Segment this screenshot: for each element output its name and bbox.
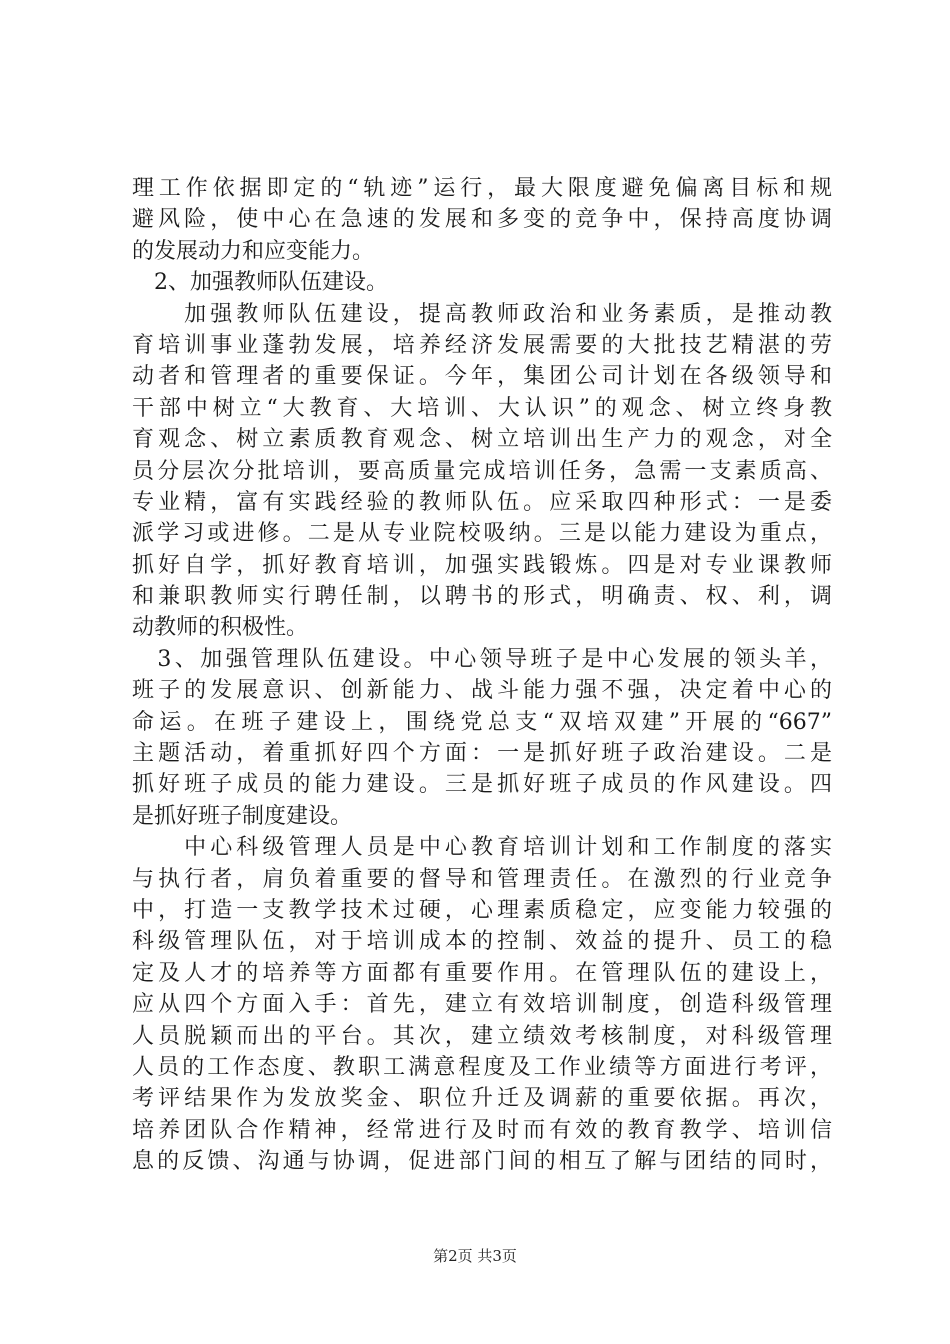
text-line: 专业精，富有实践经验的教师队伍。应采取四种形式：一是委 <box>132 489 832 515</box>
text-line: 3、加强管理队伍建设。中心领导班子是中心发展的领头羊， <box>132 646 832 672</box>
text-line: 班子的发展意识、创新能力、战斗能力强不强，决定着中心的 <box>132 678 832 704</box>
text-line: 中，打造一支教学技术过硬，心理素质稳定，应变能力较强的 <box>132 897 832 923</box>
text-line: 动教师的积极性。 <box>132 615 309 641</box>
text-line: 科级管理队伍，对于培训成本的控制、效益的提升、员工的稳 <box>132 929 832 955</box>
text-line: 人员脱颖而出的平台。其次，建立绩效考核制度，对科级管理 <box>132 1023 832 1049</box>
text-line: 与执行者，肩负着重要的督导和管理责任。在激烈的行业竞争 <box>132 866 832 892</box>
text-line: 培养团队合作精神，经常进行及时而有效的教育教学、培训信 <box>132 1117 832 1143</box>
text-line: 人员的工作态度、教职工满意程度及工作业绩等方面进行考评， <box>132 1054 832 1080</box>
text-line: 应从四个方面入手：首先，建立有效培训制度，创造科级管理 <box>132 992 832 1018</box>
text-line: 中心科级管理人员是中心教育培训计划和工作制度的落实 <box>132 835 832 861</box>
text-line: 主题活动，着重抓好四个方面：一是抓好班子政治建设。二是 <box>132 741 832 767</box>
text-line: 育观念、树立素质教育观念、树立培训出生产力的观念，对全 <box>132 427 832 453</box>
text-line: 派学习或进修。二是从专业院校吸纳。三是以能力建设为重点， <box>132 521 832 547</box>
text-line: 命运。在班子建设上，围绕党总支“双培双建”开展的“667” <box>132 709 832 735</box>
document-body <box>132 173 832 1178</box>
text-line: 和兼职教师实行聘任制，以聘书的形式，明确责、权、利，调 <box>132 584 832 610</box>
text-line: 员分层次分批培训，要高质量完成培训任务，急需一支素质高、 <box>132 458 832 484</box>
text-line: 理工作依据即定的“轨迹”运行，最大限度避免偏离目标和规 <box>132 176 832 201</box>
text-line: 定及人才的培养等方面都有重要作用。在管理队伍的建设上， <box>132 960 832 986</box>
text-line: 抓好自学，抓好教育培训，加强实践锻炼。四是对专业课教师 <box>132 552 832 578</box>
text-line: 2、加强教师队伍建设。 <box>132 270 388 296</box>
text-line: 是抓好班子制度建设。 <box>132 803 353 829</box>
page-footer: 第2页 共3页 <box>433 1247 517 1265</box>
text-line: 加强教师队伍建设，提高教师政治和业务素质，是推动教 <box>132 301 832 327</box>
text-line: 育培训事业蓬勃发展，培养经济发展需要的大批技艺精湛的劳 <box>132 332 832 358</box>
text-line: 动者和管理者的重要保证。今年，集团公司计划在各级领导和 <box>132 364 832 390</box>
text-line: 考评结果作为发放奖金、职位升迁及调薪的重要依据。再次， <box>132 1086 832 1112</box>
text-line: 息的反馈、沟通与协调，促进部门间的相互了解与团结的同时， <box>132 1149 832 1175</box>
text-line: 干部中树立“大教育、大培训、大认识”的观念、树立终身教 <box>132 395 832 421</box>
text-line: 避风险，使中心在急速的发展和多变的竞争中，保持高度协调 <box>132 207 832 233</box>
text-line: 的发展动力和应变能力。 <box>132 238 375 264</box>
text-line: 抓好班子成员的能力建设。三是抓好班子成员的作风建设。四 <box>132 772 832 798</box>
